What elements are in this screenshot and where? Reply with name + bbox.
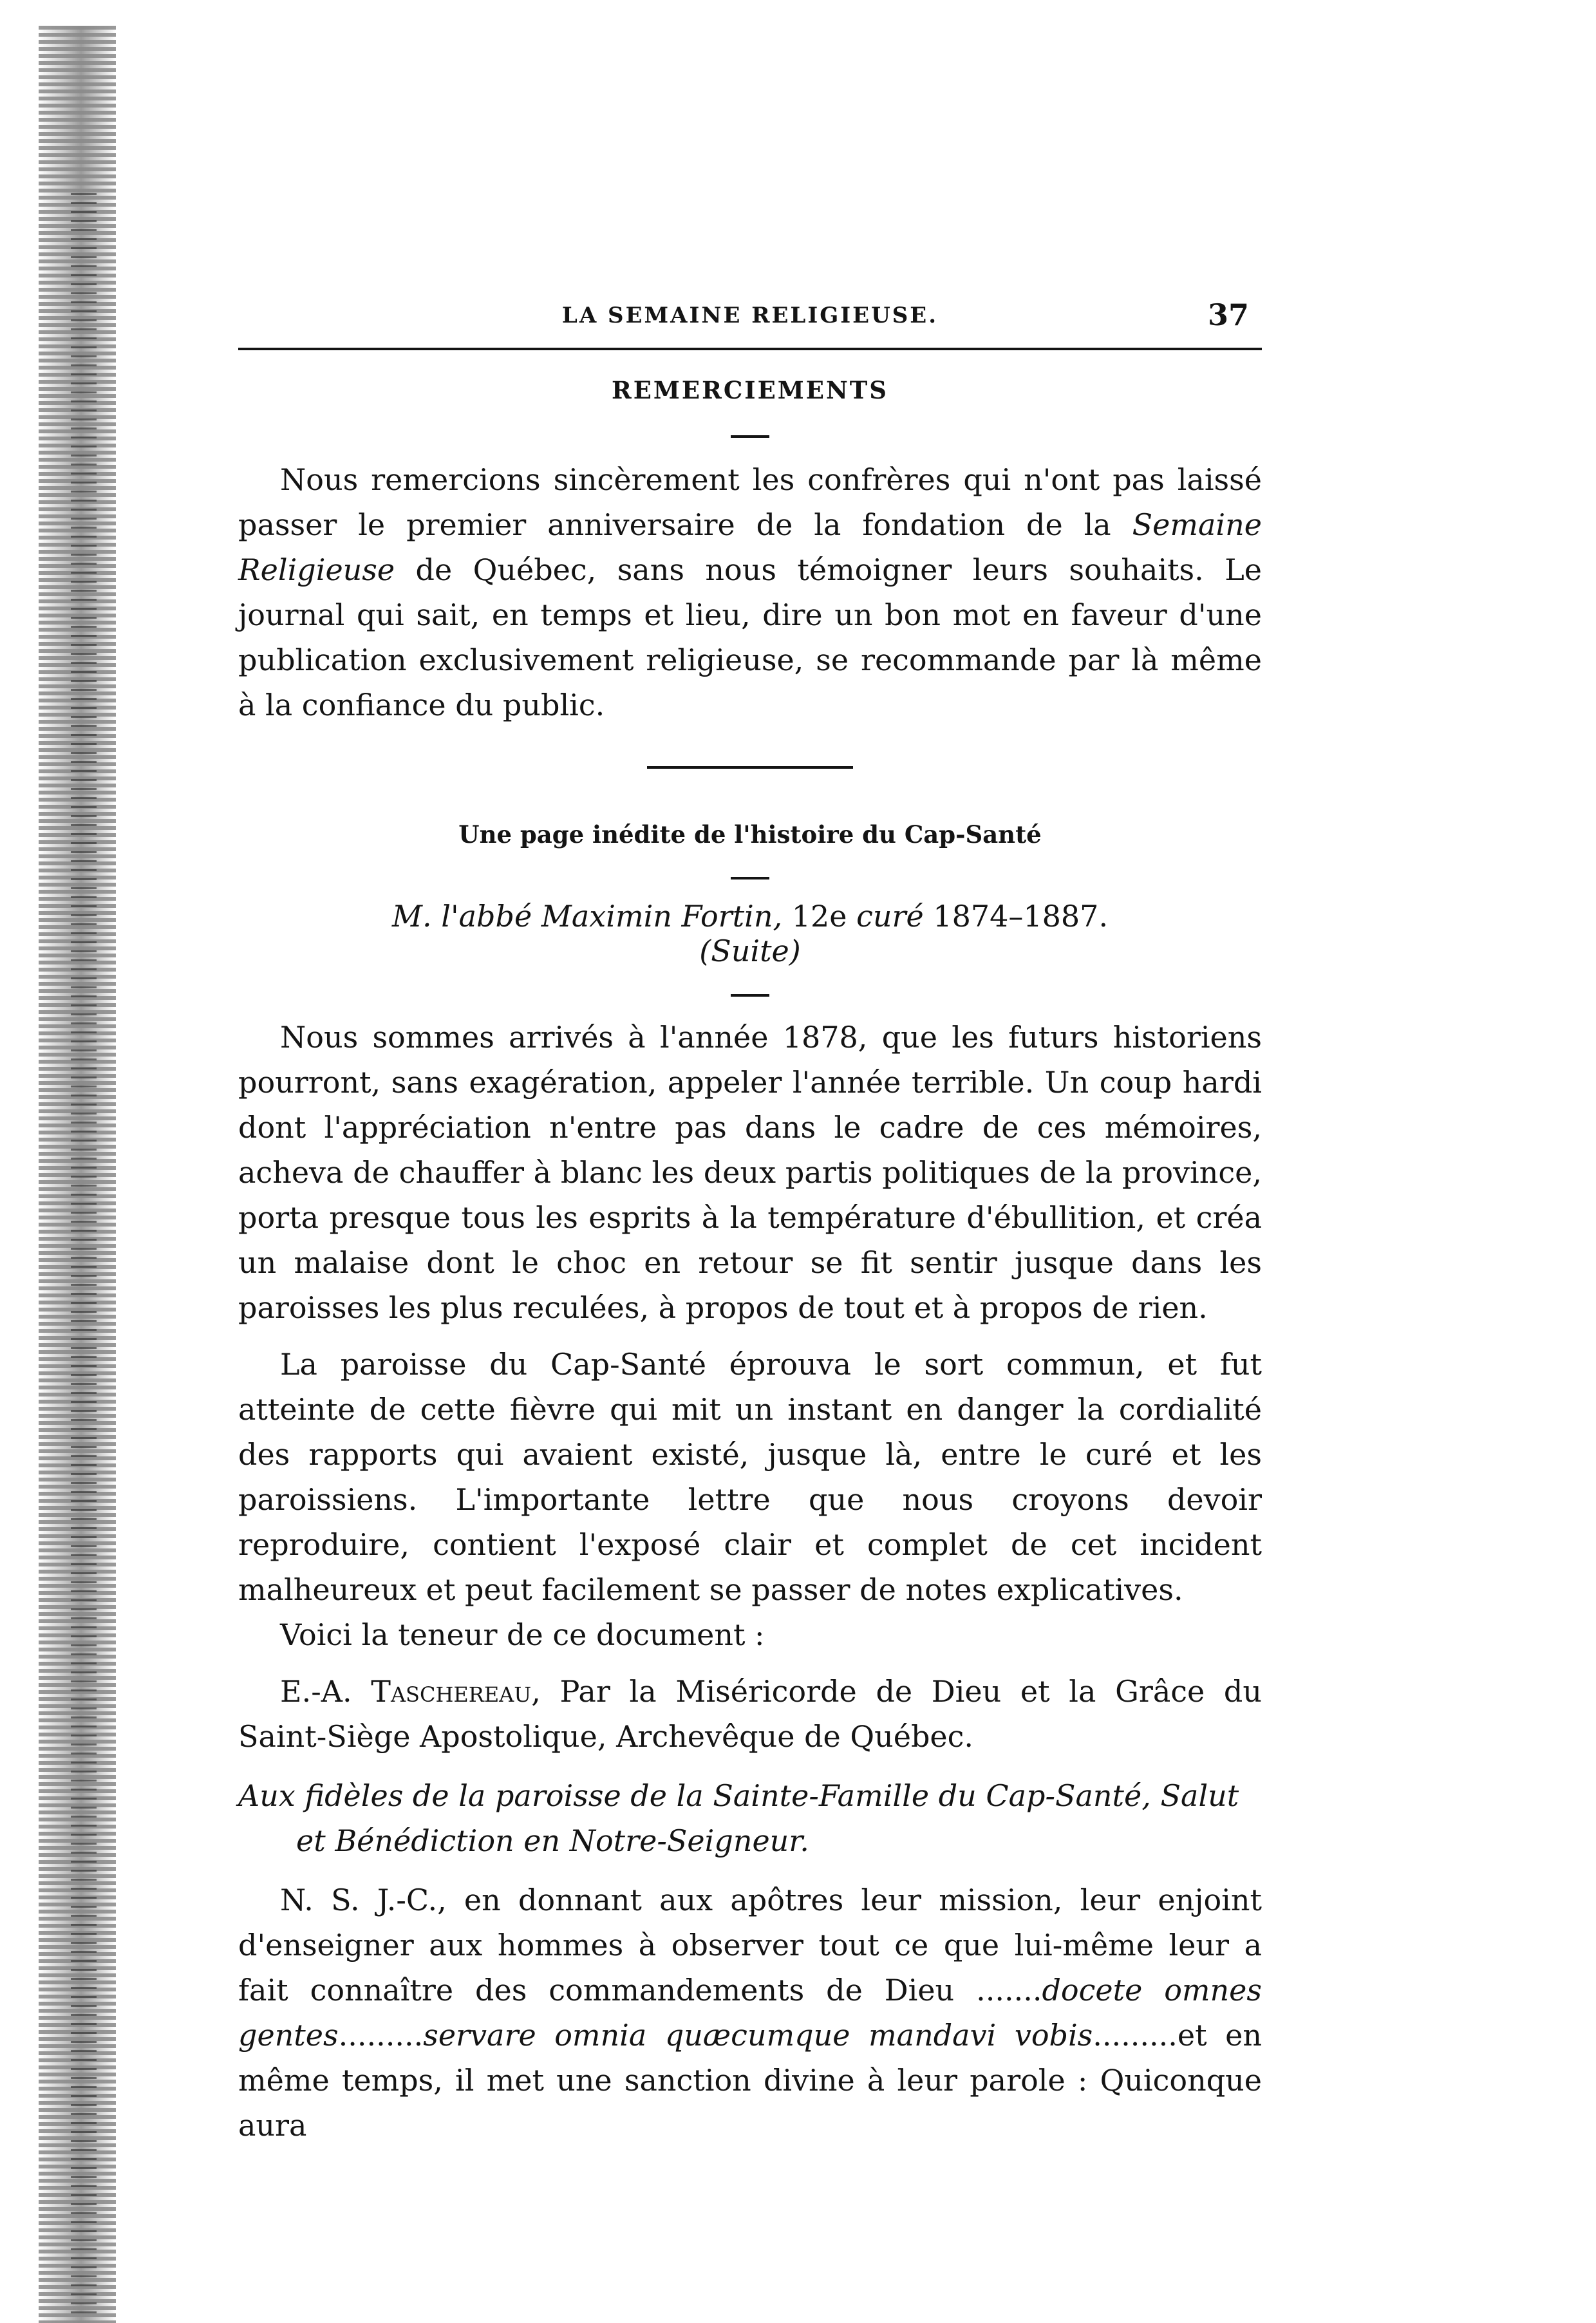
article-byline [238,899,1262,934]
byline-role: curé [856,899,924,934]
article-paragraph-2: La paroisse du Cap-Santé éprouva le sort commun, et fut atteinte de cette fièvre qui mit un instant en danger la cordialité des rapports qui avaient existé, jusque là, entre le curé et les paroissiens. L'importante lettre que nous croyons devoir reproduire, contient l'exposé clair et complet de cet incident malheureux et peut facilement se passer de notes explicatives. [238,1347,1262,1607]
letter-paragraph [238,1877,1262,2148]
title-dash [731,994,769,997]
running-title: LA SEMAINE RELIGIEUSE. [561,303,939,328]
ellipsis: ......... [338,2018,424,2053]
letter-address [238,1773,1262,1863]
article-paragraph-1: Nous sommes arrivés à l'année 1878, que les futurs historiens pourront, sans exagération, appeler l'année terrible. Un coup hardi dont l'appréciation n'entre pas dans le cadre de ces mémoires, acheva de chauffer à blanc les deux partis politiques de la province, porta presque tous les esprits à la température d'ébullition, et créa un malaise dont le choc en retour se fit sentir jusque dans les paroisses les plus reculées, à propos de tout et à propos de rien. [238,1020,1262,1325]
latin-quote-1: docete omnes gentes [238,1973,1262,2053]
title-dash [731,435,769,438]
title-dash [731,877,769,879]
running-header [238,297,1262,350]
archbishop-heading [238,1669,1262,1759]
byline-name: M. l'abbé Maximin Fortin, [391,899,783,934]
latin-quote-2: servare omnia quæcumque mandavi vobis [423,2018,1093,2053]
article-continuation: (Suite) [699,934,801,968]
binding-shadow [71,193,97,2318]
byline-dates: 1874–1887. [923,899,1109,934]
section-divider [647,766,853,769]
paragraph-italic-text: Semaine Religieuse [238,507,1262,587]
page-number: 37 [1207,297,1249,332]
address-line-1: Aux fidèles de la paroisse de la Sainte-Famille du Cap-Santé, Salut [238,1778,1239,1813]
section-title-remerciements: REMERCIEMENTS [611,376,889,404]
letter-text: N. S. J.-C., en donnant aux apôtres leur mission, leur enjoint d'enseigner aux hommes à observer tout ce que lui-même leur a fait connaître des commandements de Dieu ....... [238,1883,1262,2008]
byline-ordinal: 12e [782,899,857,934]
remerciements-paragraph [238,457,1262,728]
paragraph-text: de Québec, sans nous témoigner leurs souhaits. Le journal qui sait, en temps et lieu, dire un bon mot en faveur d'une publication exclusivement religieuse, se recommande par là même à la confiance du public. [238,552,1262,722]
address-line-2: et Bénédiction en Notre-Seigneur. [296,1823,809,1858]
archbishop-title: Par la Miséricorde de Dieu et la Grâce du Saint-Siège Apostolique, Archevêque de Québec. [238,1674,1262,1754]
article-title: Une page inédite de l'histoire du Cap-Santé [458,820,1042,849]
article-paragraph-3: Voici la teneur de ce document : [280,1617,765,1652]
letter-text: .........et en même temps, il met une sanction divine à leur parole : Quiconque aura [238,2018,1262,2143]
document-page [238,297,1262,2148]
paragraph-text: Nous remercions sincèrement les confrères qui n'ont pas laissé passer le premier anniversaire de la fondation de la [238,462,1262,542]
archbishop-name: E.-A. Taschereau, [280,1674,541,1709]
